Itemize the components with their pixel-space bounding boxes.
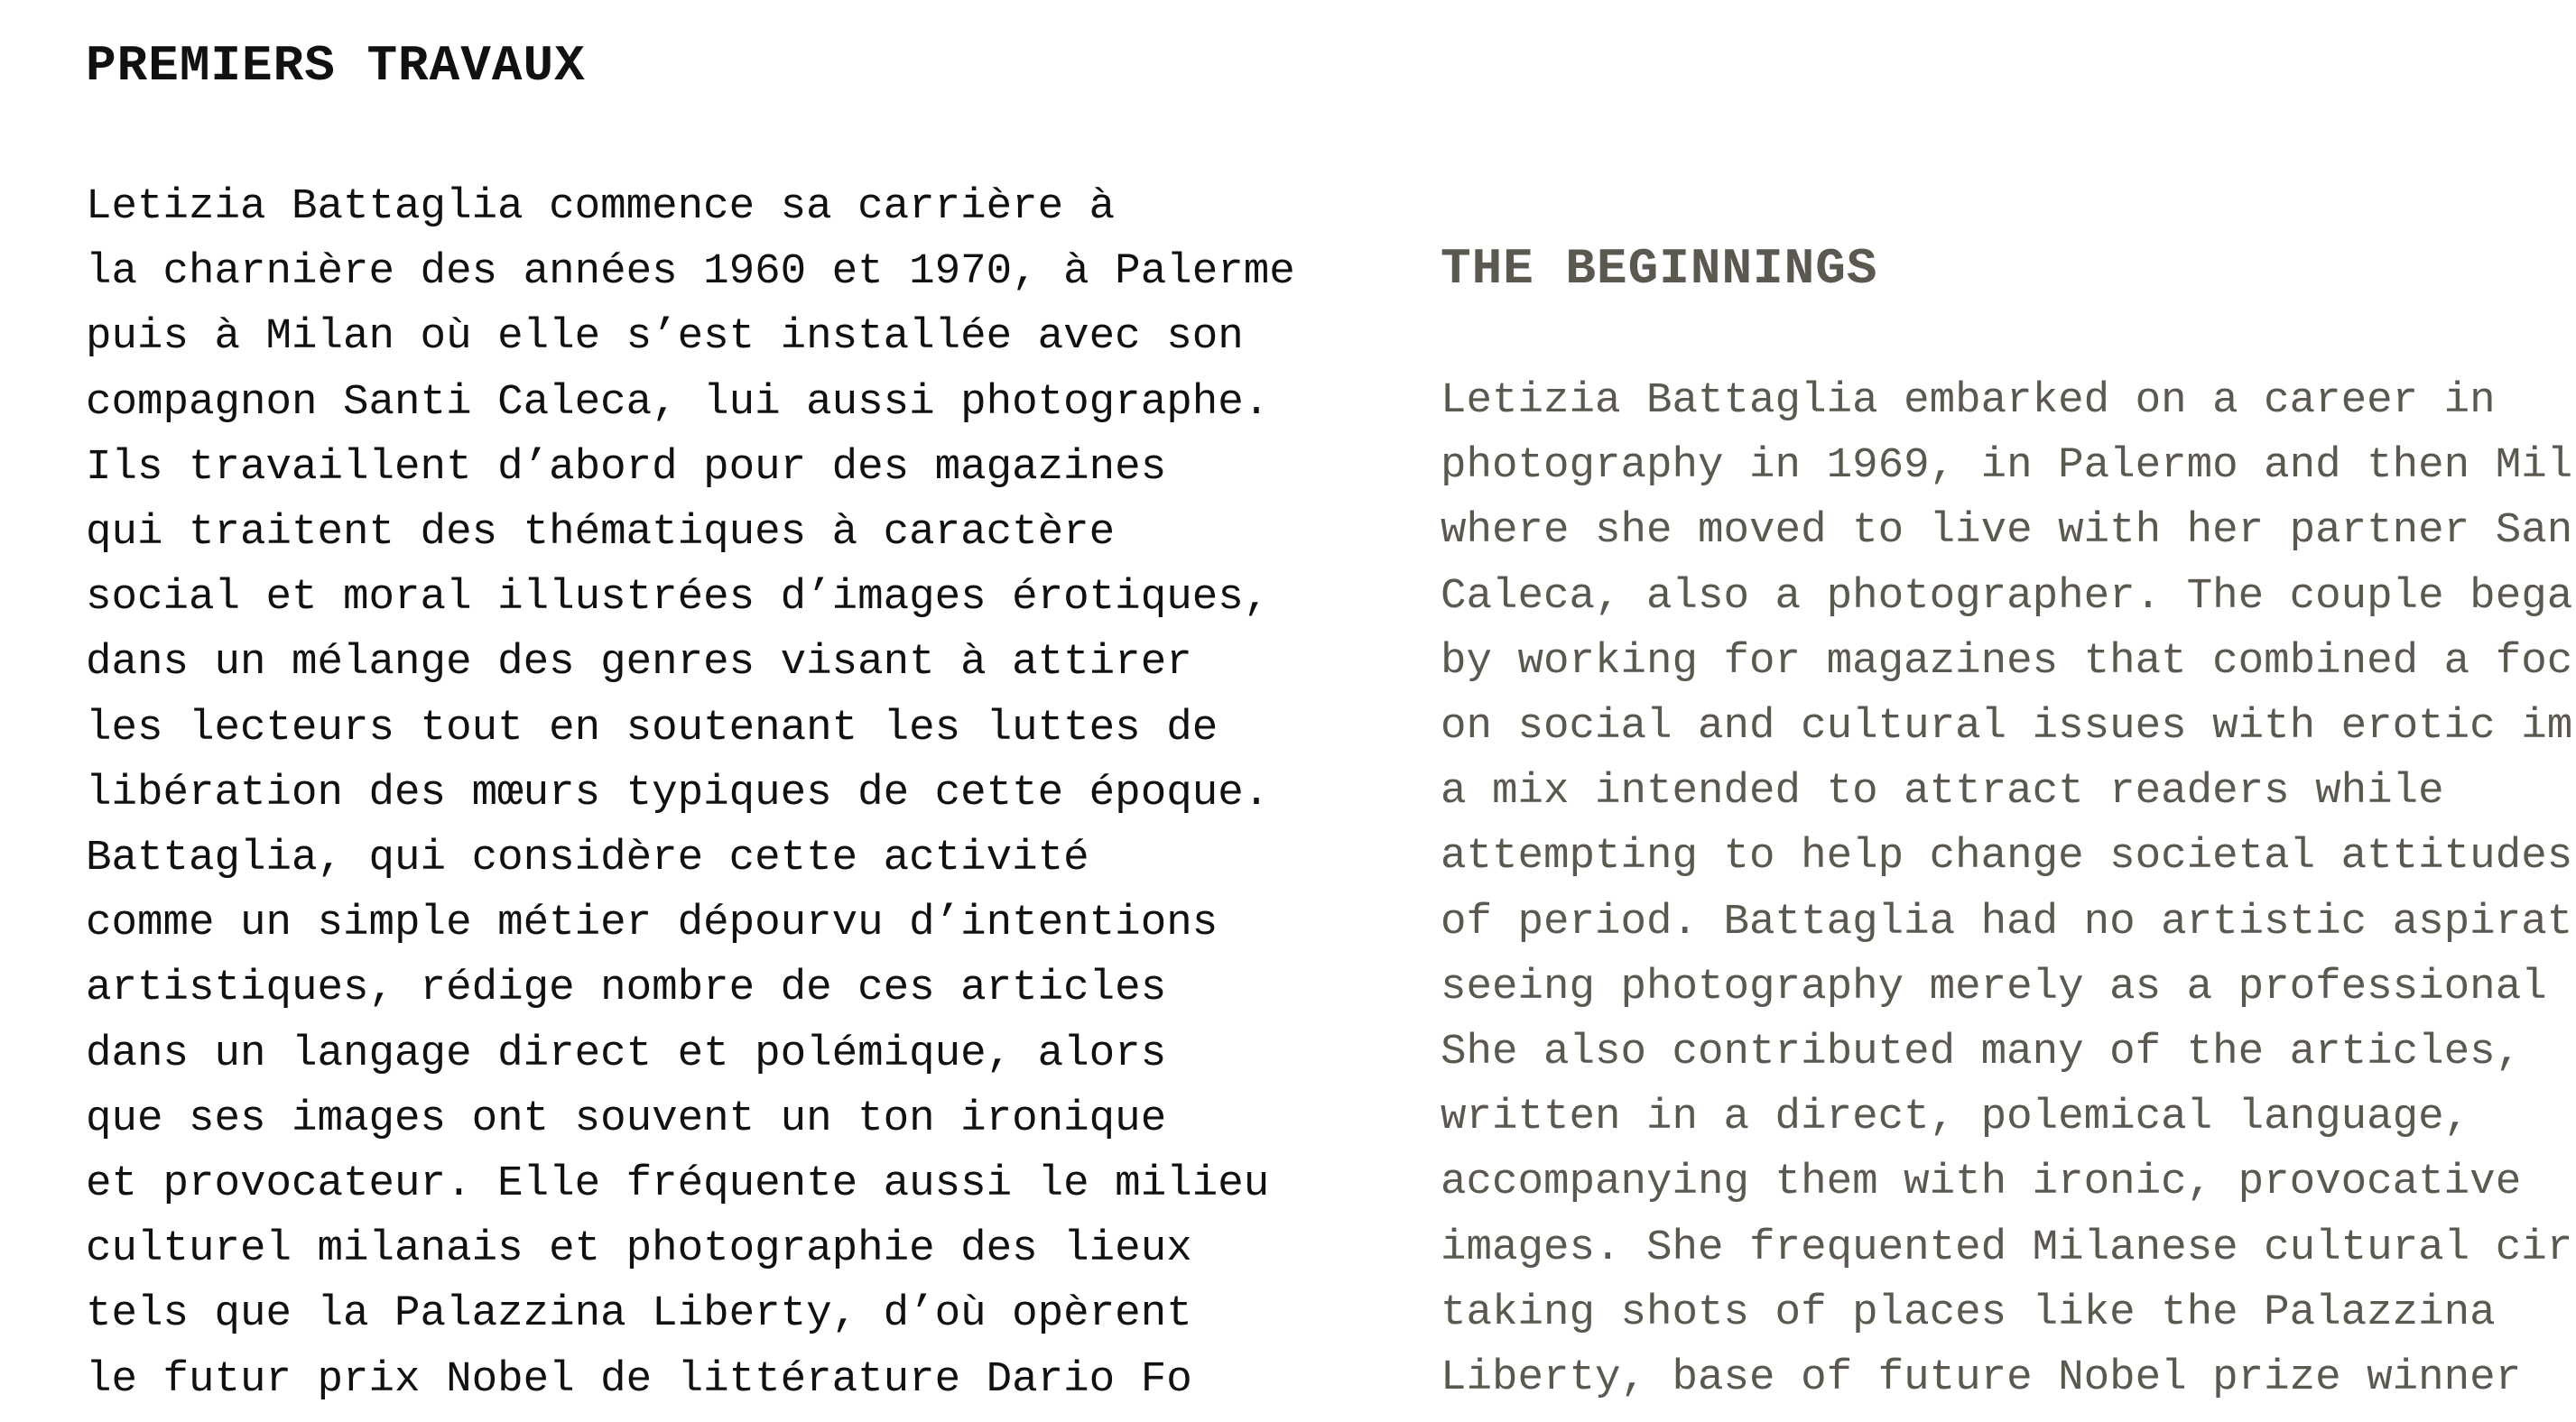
paragraph-line: comme un simple métier dépourvu d’intentions bbox=[86, 899, 1219, 948]
paragraph-line: puis à Milan où elle s’est installée avec son bbox=[86, 312, 1244, 362]
paragraph-line: Letizia Battaglia commence sa carrière à bbox=[86, 182, 1116, 231]
paragraph-line: qui traitent des thématiques à caractère bbox=[86, 508, 1116, 558]
paragraph-line: Letizia Battaglia embarked on a career in bbox=[1441, 376, 2496, 425]
paragraph-line: dans un langage direct et polémique, alors bbox=[86, 1029, 1167, 1078]
paragraph-line: photography in 1969, in Palermo and then Mil bbox=[1441, 441, 2573, 491]
paragraph-line: seeing photography merely as a professional bbox=[1441, 962, 2547, 1011]
paragraph-line: les lecteurs tout en soutenant les luttes de bbox=[86, 703, 1219, 753]
paragraph-line: et provocateur. Elle fréquente aussi le milieu bbox=[86, 1159, 1270, 1209]
paragraph-line: la charnière des années 1960 et 1970, à Palerme bbox=[86, 247, 1295, 297]
paragraph-line: Battaglia, qui considère cette activité bbox=[86, 834, 1089, 883]
french-column bbox=[86, 0, 1295, 1404]
english-body bbox=[1441, 368, 2572, 1410]
paragraph-line: artistiques, rédige nombre de ces articles bbox=[86, 964, 1167, 1013]
paragraph-line: social et moral illustrées d’images érotiques, bbox=[86, 573, 1270, 623]
paragraph-line: written in a direct, polemical language, bbox=[1441, 1093, 2470, 1142]
paragraph-line: by working for magazines that combined a foc bbox=[1441, 636, 2573, 686]
french-body bbox=[86, 174, 1295, 1412]
paragraph-line: que ses images ont souvent un ton ironique bbox=[86, 1094, 1167, 1143]
english-column bbox=[1441, 0, 2573, 1403]
paragraph-line: dans un mélange des genres visant à attirer bbox=[86, 638, 1192, 688]
paragraph-line: tels que la Palazzina Liberty, d’où opèrent bbox=[86, 1289, 1192, 1339]
paragraph-line: of period. Battaglia had no artistic aspirat bbox=[1441, 897, 2573, 946]
paragraph-line: libération des mœurs typiques de cette époque. bbox=[86, 768, 1270, 817]
paragraph-line: Liberty, base of future Nobel prize winner bbox=[1441, 1353, 2522, 1403]
paragraph-line: images. She frequented Milanese cultural cir bbox=[1441, 1223, 2573, 1272]
paragraph-line: culturel milanais et photographie des lieux bbox=[86, 1224, 1192, 1274]
paragraph-line: le futur prix Nobel de littérature Dario Fo bbox=[86, 1354, 1192, 1404]
paragraph-line: taking shots of places like the Palazzina bbox=[1441, 1288, 2496, 1337]
section-heading-english: THE BEGINNINGS bbox=[1441, 240, 1878, 298]
paragraph-line: Caleca, also a photographer. The couple bega bbox=[1441, 571, 2573, 621]
section-heading-french: PREMIERS TRAVAUX bbox=[86, 37, 586, 95]
paragraph-line: on social and cultural issues with erotic im bbox=[1441, 702, 2573, 752]
paragraph-line: She also contributed many of the articles, bbox=[1441, 1028, 2522, 1077]
paragraph-line: Ils travaillent d’abord pour des magazines bbox=[86, 442, 1167, 492]
paragraph-line: compagnon Santi Caleca, lui aussi photographe. bbox=[86, 377, 1270, 427]
paragraph-line: attempting to help change societal attitudes bbox=[1441, 832, 2573, 882]
paragraph-line: a mix intended to attract readers while bbox=[1441, 767, 2444, 817]
paragraph-line: accompanying them with ironic, provocative bbox=[1441, 1158, 2522, 1207]
paragraph-line: where she moved to live with her partner San bbox=[1441, 506, 2573, 556]
